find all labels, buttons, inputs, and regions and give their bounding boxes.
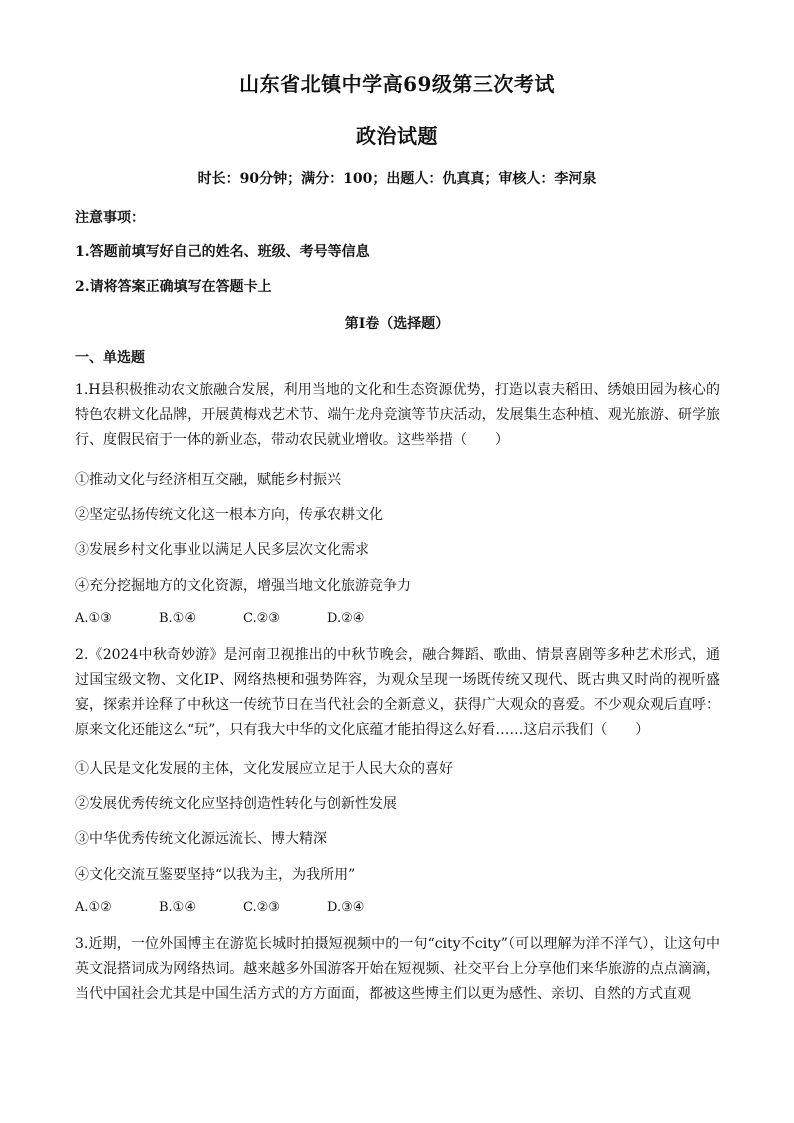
exam-title: 山东省北镇中学高69级第三次考试	[239, 72, 555, 96]
section-heading: 一、单选题	[75, 350, 145, 366]
question-item: ②坚定弘扬传统文化这一根本方向，传承农耕文化	[75, 507, 383, 523]
option-b[interactable]: B.①④	[159, 900, 196, 915]
option-a[interactable]: A.①②	[75, 900, 112, 915]
question-item: ②发展优秀传统文化应坚持创造性转化与创新性发展	[75, 796, 397, 812]
option-d[interactable]: D.②④	[327, 611, 365, 626]
question-item: ③发展乡村文化事业以满足人民多层次文化需求	[75, 542, 369, 558]
answer-options	[75, 611, 411, 626]
option-c[interactable]: C.②③	[243, 611, 280, 626]
notes-item: 2.请将答案正确填写在答题卡上	[75, 279, 272, 295]
question-item: ③中华优秀传统文化源远流长、博大精深	[75, 831, 327, 847]
exam-meta: 时长：90分钟；满分：100；出题人：仇真真；审核人：李河泉	[197, 171, 597, 187]
question-stem: 2.《2024中秋奇妙游》是河南卫视推出的中秋节晚会，融合舞蹈、歌曲、情景喜剧等多种艺术形式，通过国宝级文物、文化IP、网络热梗和强势阵容，为观众呈现一场既传统又现代、既古典又时尚的视听盛宴，探索并诠释了中秋这一传统节日在当代社会的全新意义，获得广大观众的喜爱。不少观众观后直呼：原来文化还能这么“玩”，只有我大中华的文化底蕴才能拍得这么好看……这启示我们（ ）	[75, 647, 720, 738]
question-item: ①推动文化与经济相互交融，赋能乡村振兴	[75, 472, 341, 488]
question-stem: 3.近期，一位外国博主在游览长城时拍摄短视频中的一句“city不city”（可以理解为洋不洋气），让这句中英文混搭词成为网络热词。越来越多外国游客开始在短视频、社交平台上分享他们来华旅游的点点滴滴，当代中国社会尤其是中国生活方式的方方面面，都被这些博主们以更为感性、亲切、自然的方式直观	[75, 936, 720, 1002]
question-stem: 1.H县积极推动农文旅融合发展，利用当地的文化和生态资源优势，打造以袁夫稻田、绣娘田园为核心的特色农耕文化品牌，开展黄梅戏艺术节、端午龙舟竞演等节庆活动，发展集生态种植、观光旅游、研学旅行、度假民宿于一体的新业态，带动农民就业增收。这些举措（ ）	[75, 382, 720, 448]
question-item: ①人民是文化发展的主体，文化发展应立足于人民大众的喜好	[75, 761, 453, 777]
option-c[interactable]: C.②③	[243, 900, 280, 915]
notes-heading: 注意事项：	[75, 210, 145, 226]
exam-subtitle: 政治试题	[356, 124, 438, 148]
notes-item: 1.答题前填写好自己的姓名、班级、考号等信息	[75, 244, 370, 260]
option-b[interactable]: B.①④	[159, 611, 196, 626]
question-item: ④文化交流互鉴要坚持“以我为主，为我所用”	[75, 867, 356, 883]
question-item: ④充分挖掘地方的文化资源，增强当地文化旅游竞争力	[75, 578, 411, 594]
answer-options	[75, 900, 411, 915]
option-d[interactable]: D.③④	[327, 900, 365, 915]
option-a[interactable]: A.①③	[75, 611, 112, 626]
part-label: 第I卷（选择题）	[344, 316, 450, 332]
